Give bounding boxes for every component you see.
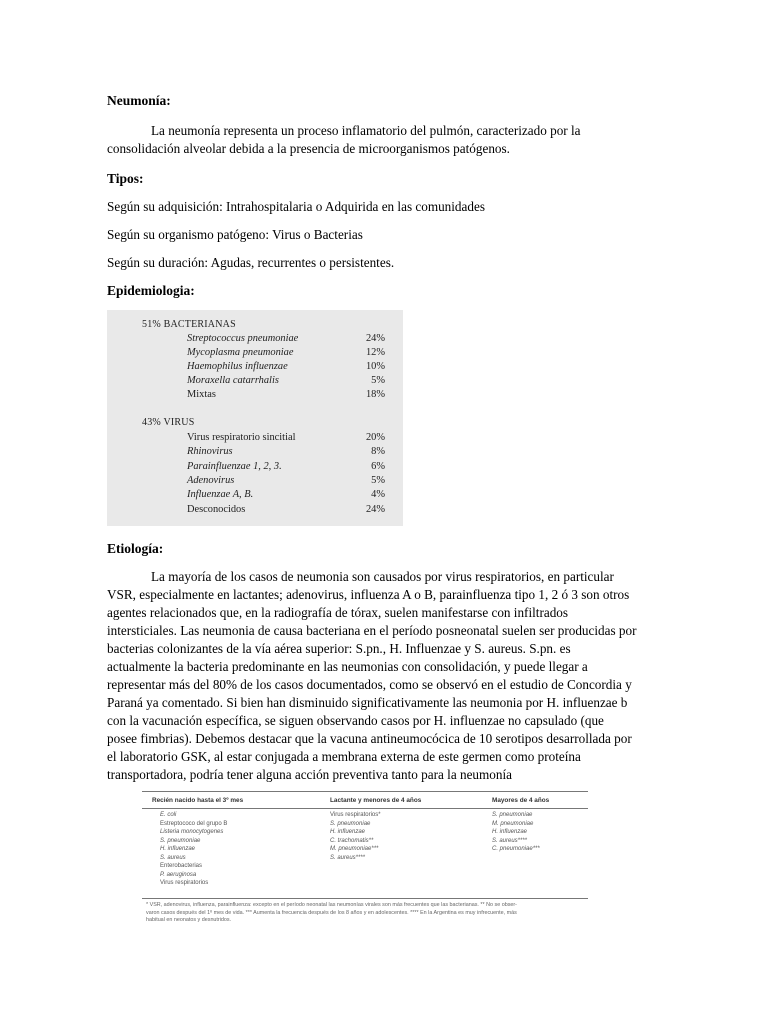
virus-title: 43% VIRUS <box>142 417 195 428</box>
etiology-table <box>142 789 588 930</box>
table-rule <box>142 808 588 809</box>
table-footnote: * VSR, adenovirus, influenza, parainfluenza: excepto en el período neonatal las neumonías virales son más frecuentes que las bacterianas. ** No se obser- varon casos después del 1º mes de vida. *** Aumenta la frecuencia después de los 8 años y en adolescentes. **** En la Argentina es muy infrecuente, más habitual en neonatos y desnutridos. <box>146 902 517 923</box>
tipos-item: Según su organismo patógeno: Virus o Bacterias <box>107 227 363 242</box>
neumonia-text-2: consolidación alveolar debida a la presencia de microorganismos patógenos. <box>107 141 510 156</box>
tipos-item: Según su adquisición: Intrahospitalaria o Adquirida en las comunidades <box>107 199 485 214</box>
col-header: Mayores de 4 años <box>492 797 550 804</box>
tipos-item: Según su duración: Agudas, recurrentes o persistentes. <box>107 255 395 270</box>
epidemiology-table: 51% BACTERIANAS Streptococcus pneumoniae 24% Mycoplasma pneumoniae 12% Haemophilus influenzae 10% Moraxella catarrhalis 5% Mixtas 18% 43% VIRUS Virus respiratorio sincitial 20% Rhinovirus 8% Parainfluenzae 1, 2, 3. 6% Adenovirus 5% Influenzae A, B. 4% Desconocidos 24% <box>107 310 403 526</box>
document-body <box>107 92 659 300</box>
etiologia-line: posee fimbrias). Debemos destacar que la vacuna antineumocócica de 10 serotipos desarrollada por <box>107 731 632 746</box>
etiologia-line: bacterias colonizantes de la vía aérea superior: S.pn., H. Influenzae y S. aureus. S.pn. es <box>107 641 571 656</box>
neumonia-text-1: La neumonía representa un proceso inflamatorio del pulmón, caracterizado por la <box>151 123 581 138</box>
col-header: Recién nacido hasta el 3º mes <box>152 797 244 804</box>
col-header: Lactante y menores de 4 años <box>330 797 422 804</box>
table-rule <box>142 791 588 792</box>
heading-epidemiologia: Epidemiologia: <box>107 283 195 298</box>
etiologia-line: actualmente la bacteria predominante en las neumonias con consolidación, y puede llegar a <box>107 659 588 674</box>
heading-tipos: Tipos: <box>107 171 144 186</box>
etiologia-line: transportadora, podría tener alguna acción preventiva tanto para la neumonía <box>107 767 512 782</box>
etiologia-line: Paraná ya comentado. Si bien han disminuido significativamente las neumonia por H. influenzae b <box>107 695 628 710</box>
etiologia-line: La mayoría de los casos de neumonia son causados por virus respiratorios, en particular <box>151 569 614 584</box>
etiologia-line: con la vacunación específica, se siguen observando casos por H. influenzae no capsulado (que <box>107 713 604 728</box>
etiologia-line: representar más del 80% de los casos documentados, como se observó en el estudio de Concordia y <box>107 677 632 692</box>
etiologia-line: intersticiales. Las neumonia de causa bacteriana en el período posneonatal suelen ser producidas por <box>107 623 637 638</box>
col-newborn: E. coli Estreptococo del grupo B Listeria monocytogenes S. pneumoniae H. influenzae S. aureus Enterobacterias P. aeruginosa Virus respiratorios <box>160 812 228 886</box>
etiologia-line: agentes relacionados que, en la radiografía de tórax, suelen manifestarse con infiltrados <box>107 605 569 620</box>
etiologia-line: VSR, especialmente en lactantes; adenovirus, influenza A o B, parainfluenza tipo 1, 2 ó 3 son otros <box>107 587 630 602</box>
bacterias-title: 51% BACTERIANAS <box>142 319 236 330</box>
table-rule <box>142 898 588 899</box>
etiologia-line: el laboratorio GSK, al estar conjugada a membrana externa de este germen como proteína <box>107 749 581 764</box>
col-older: S. pneumoniae M. pneumoniae H. influenzae S. aureus**** C. pneumoniae*** <box>492 812 540 852</box>
heading-etiologia: Etiología: <box>107 541 164 556</box>
col-infant: Virus respiratorios* S. pneumoniae H. influenzae C. trachomatis** M. pneumoniae*** S. aureus**** <box>330 812 381 861</box>
heading-neumonia: Neumonía: <box>107 93 171 108</box>
etiologia-section <box>107 540 659 784</box>
